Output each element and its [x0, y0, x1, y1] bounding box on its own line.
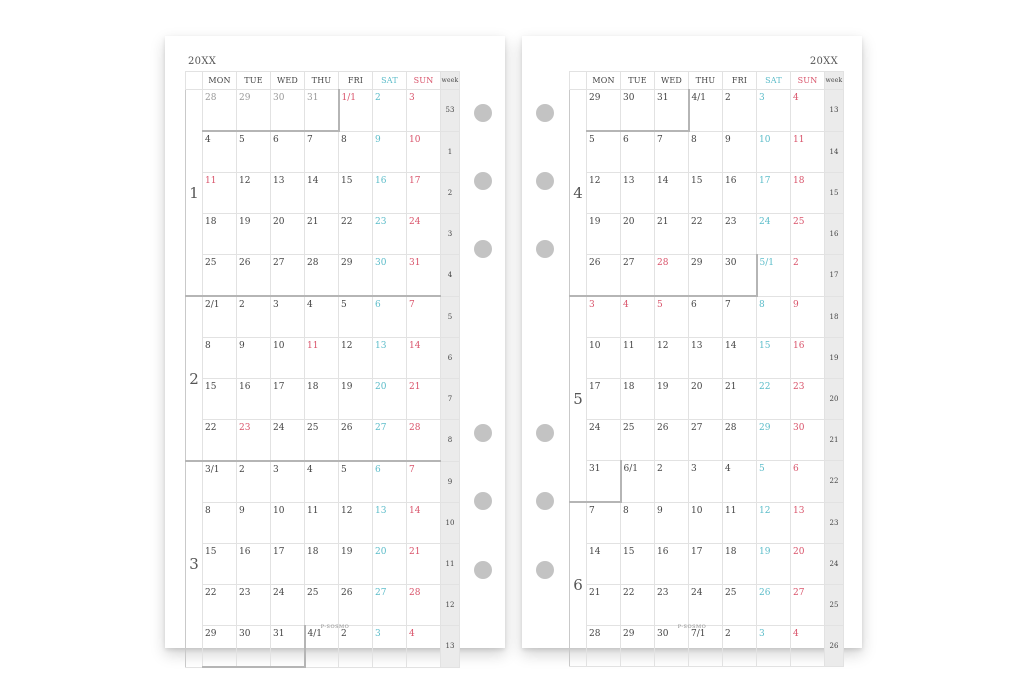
day-cell[interactable]: 11	[305, 503, 339, 544]
day-cell[interactable]: 7/1	[689, 626, 723, 667]
week-row	[570, 255, 844, 297]
day-cell[interactable]: 12	[339, 338, 373, 379]
day-cell[interactable]: 30	[271, 90, 305, 132]
day-cell[interactable]: 28	[203, 90, 237, 132]
day-cell[interactable]: 9	[791, 296, 825, 338]
week-row	[570, 461, 844, 503]
week-row	[186, 585, 460, 626]
day-cell[interactable]: 29	[339, 255, 373, 297]
day-cell[interactable]: 11	[203, 173, 237, 214]
day-cell[interactable]: 29	[237, 90, 271, 132]
day-cell[interactable]: 26	[655, 420, 689, 461]
day-cell[interactable]: 7	[723, 296, 757, 338]
day-cell[interactable]: 30	[723, 255, 757, 297]
day-cell[interactable]: 26	[237, 255, 271, 297]
binder-hole	[474, 561, 492, 579]
month-label: 3	[186, 461, 203, 667]
week-number: 10	[441, 503, 460, 544]
day-cell[interactable]: 7	[305, 131, 339, 173]
week-row	[186, 544, 460, 585]
day-cell[interactable]: 6	[791, 461, 825, 503]
day-header-mon: MON	[587, 72, 621, 90]
day-cell[interactable]: 24	[271, 420, 305, 462]
week-number: 11	[441, 544, 460, 585]
day-cell[interactable]: 25	[305, 420, 339, 462]
day-cell[interactable]: 11	[723, 502, 757, 544]
day-cell[interactable]: 29	[203, 626, 237, 668]
day-cell[interactable]: 31	[655, 90, 689, 132]
day-cell[interactable]: 20	[689, 379, 723, 420]
day-cell[interactable]: 4	[407, 626, 441, 668]
week-row	[570, 173, 844, 214]
calendar-grid-jan-mar	[185, 71, 460, 668]
day-cell[interactable]: 30	[373, 255, 407, 297]
day-cell[interactable]: 30	[237, 626, 271, 668]
day-cell[interactable]: 2	[723, 626, 757, 667]
day-cell[interactable]: 2/1	[203, 296, 237, 338]
day-cell[interactable]: 6	[373, 461, 407, 503]
day-cell[interactable]: 4	[203, 131, 237, 173]
binder-hole	[474, 492, 492, 510]
day-cell[interactable]: 5	[757, 461, 791, 503]
day-cell[interactable]: 21	[655, 214, 689, 255]
day-cell[interactable]: 23	[237, 420, 271, 462]
day-header-thu: THU	[305, 72, 339, 90]
day-header-wed: WED	[271, 72, 305, 90]
week-row	[570, 214, 844, 255]
day-cell[interactable]: 2	[791, 255, 825, 297]
week-number: 21	[825, 420, 844, 461]
day-cell[interactable]: 19	[587, 214, 621, 255]
day-cell[interactable]: 28	[305, 255, 339, 297]
week-number: 14	[825, 131, 844, 173]
week-number: 18	[825, 296, 844, 338]
day-cell[interactable]: 17	[271, 544, 305, 585]
week-number: 24	[825, 544, 844, 585]
day-cell[interactable]: 12	[339, 503, 373, 544]
day-cell[interactable]: 15	[621, 544, 655, 585]
day-cell[interactable]: 9	[237, 503, 271, 544]
day-cell[interactable]: 4	[791, 90, 825, 132]
day-cell[interactable]: 21	[407, 544, 441, 585]
week-row	[570, 544, 844, 585]
day-header-thu: THU	[689, 72, 723, 90]
day-header-sat: SAT	[373, 72, 407, 90]
day-cell[interactable]: 8	[757, 296, 791, 338]
week-row	[570, 585, 844, 626]
day-cell[interactable]: 23	[723, 214, 757, 255]
day-header-wed: WED	[655, 72, 689, 90]
day-cell[interactable]: 27	[689, 420, 723, 461]
day-cell[interactable]: 3	[407, 90, 441, 132]
day-cell[interactable]: 28	[723, 420, 757, 461]
day-cell[interactable]: 9	[373, 131, 407, 173]
binder-hole	[536, 104, 554, 122]
day-cell[interactable]: 17	[689, 544, 723, 585]
day-cell[interactable]: 3	[757, 626, 791, 667]
month-label: 4	[570, 90, 587, 297]
week-number: 25	[825, 585, 844, 626]
day-cell[interactable]: 5	[237, 131, 271, 173]
day-cell[interactable]: 28	[587, 626, 621, 667]
week-row	[186, 255, 460, 297]
week-row	[186, 296, 460, 338]
month-label: 2	[186, 296, 203, 461]
day-cell[interactable]: 31	[587, 461, 621, 503]
month-label: 1	[186, 90, 203, 297]
day-header-tue: TUE	[237, 72, 271, 90]
day-cell[interactable]: 5	[655, 296, 689, 338]
day-cell[interactable]: 2	[655, 461, 689, 503]
day-cell[interactable]: 5/1	[757, 255, 791, 297]
week-number: 6	[441, 338, 460, 379]
week-header: week	[441, 72, 460, 90]
day-cell[interactable]: 18	[621, 379, 655, 420]
day-cell[interactable]: 8	[203, 338, 237, 379]
day-cell[interactable]: 11	[791, 131, 825, 173]
week-number: 53	[441, 90, 460, 132]
day-cell[interactable]: 18	[723, 544, 757, 585]
day-cell[interactable]: 23	[373, 214, 407, 255]
day-cell[interactable]: 25	[791, 214, 825, 255]
day-cell[interactable]: 22	[203, 420, 237, 462]
footer-brand: P-SOSMO	[320, 624, 350, 630]
day-cell[interactable]: 8	[621, 502, 655, 544]
day-cell[interactable]: 8	[689, 131, 723, 173]
day-cell[interactable]: 6/1	[621, 461, 655, 503]
week-number: 8	[441, 420, 460, 462]
day-cell[interactable]: 17	[757, 173, 791, 214]
day-cell[interactable]: 12	[237, 173, 271, 214]
day-cell[interactable]: 2	[237, 461, 271, 503]
day-cell[interactable]: 6	[271, 131, 305, 173]
day-cell[interactable]: 10	[407, 131, 441, 173]
week-number: 4	[441, 255, 460, 297]
day-cell[interactable]: 22	[621, 585, 655, 626]
day-cell[interactable]: 27	[373, 585, 407, 626]
week-number: 13	[825, 90, 844, 132]
day-cell[interactable]: 29	[757, 420, 791, 461]
day-cell[interactable]: 13	[373, 338, 407, 379]
binder-hole	[536, 240, 554, 258]
day-cell[interactable]: 5	[587, 131, 621, 173]
day-cell[interactable]: 21	[407, 379, 441, 420]
week-row	[570, 90, 844, 132]
day-cell[interactable]: 29	[621, 626, 655, 667]
day-cell[interactable]: 24	[689, 585, 723, 626]
day-cell[interactable]: 22	[339, 214, 373, 255]
day-cell[interactable]: 31	[305, 90, 339, 132]
day-cell[interactable]: 31	[271, 626, 305, 668]
day-cell[interactable]: 8	[203, 503, 237, 544]
day-cell[interactable]: 18	[203, 214, 237, 255]
day-cell[interactable]: 19	[237, 214, 271, 255]
day-cell[interactable]: 24	[407, 214, 441, 255]
week-row	[570, 379, 844, 420]
week-number: 19	[825, 338, 844, 379]
binder-hole	[474, 172, 492, 190]
day-cell[interactable]: 28	[655, 255, 689, 297]
week-number: 1	[441, 131, 460, 173]
day-cell[interactable]: 11	[305, 338, 339, 379]
week-number: 2	[441, 173, 460, 214]
day-cell[interactable]: 2	[339, 626, 373, 668]
day-cell[interactable]: 29	[587, 90, 621, 132]
week-row	[570, 420, 844, 461]
day-cell[interactable]: 21	[723, 379, 757, 420]
day-cell[interactable]: 16	[655, 544, 689, 585]
day-cell[interactable]: 19	[339, 379, 373, 420]
day-cell[interactable]: 22	[689, 214, 723, 255]
week-row	[570, 626, 844, 667]
day-cell[interactable]: 14	[655, 173, 689, 214]
day-cell[interactable]: 30	[791, 420, 825, 461]
day-cell[interactable]: 24	[757, 214, 791, 255]
day-header-sun: SUN	[791, 72, 825, 90]
day-cell[interactable]: 20	[271, 214, 305, 255]
day-cell[interactable]: 3	[271, 296, 305, 338]
week-row	[186, 379, 460, 420]
day-cell[interactable]: 17	[587, 379, 621, 420]
day-cell[interactable]: 25	[305, 585, 339, 626]
month-label: 6	[570, 502, 587, 667]
week-row	[570, 502, 844, 544]
day-cell[interactable]: 25	[723, 585, 757, 626]
year-label: 20XX	[809, 56, 838, 67]
day-cell[interactable]: 15	[203, 544, 237, 585]
day-cell[interactable]: 20	[791, 544, 825, 585]
week-number: 3	[441, 214, 460, 255]
day-cell[interactable]: 16	[237, 379, 271, 420]
day-cell[interactable]: 15	[757, 338, 791, 379]
day-cell[interactable]: 7	[587, 502, 621, 544]
day-cell[interactable]: 30	[621, 90, 655, 132]
week-row	[186, 173, 460, 214]
day-cell[interactable]: 18	[305, 544, 339, 585]
week-row	[186, 626, 460, 668]
week-row	[186, 214, 460, 255]
day-header-sat: SAT	[757, 72, 791, 90]
day-cell[interactable]: 13	[791, 502, 825, 544]
binder-hole	[536, 424, 554, 442]
day-cell[interactable]: 3	[587, 296, 621, 338]
day-cell[interactable]: 5	[339, 461, 373, 503]
day-cell[interactable]: 23	[237, 585, 271, 626]
week-number: 7	[441, 379, 460, 420]
day-cell[interactable]: 14	[587, 544, 621, 585]
week-row	[186, 131, 460, 173]
binder-hole	[536, 561, 554, 579]
day-cell[interactable]: 27	[271, 255, 305, 297]
day-cell[interactable]: 14	[723, 338, 757, 379]
week-number: 26	[825, 626, 844, 667]
day-cell[interactable]: 2	[723, 90, 757, 132]
planner-page-left	[165, 36, 505, 651]
day-cell[interactable]: 12	[757, 502, 791, 544]
day-cell[interactable]: 26	[339, 585, 373, 626]
day-cell[interactable]: 20	[373, 379, 407, 420]
day-cell[interactable]: 31	[407, 255, 441, 297]
day-cell[interactable]: 3	[757, 90, 791, 132]
day-cell[interactable]: 13	[271, 173, 305, 214]
day-header-fri: FRI	[339, 72, 373, 90]
day-cell[interactable]: 10	[689, 502, 723, 544]
week-number: 16	[825, 214, 844, 255]
day-cell[interactable]: 19	[339, 544, 373, 585]
day-cell[interactable]: 4	[723, 461, 757, 503]
day-cell[interactable]: 28	[407, 585, 441, 626]
week-number: 17	[825, 255, 844, 297]
footer-brand: P-SOSMO	[677, 624, 707, 630]
day-header-tue: TUE	[621, 72, 655, 90]
week-number: 9	[441, 461, 460, 503]
binder-hole	[474, 240, 492, 258]
day-cell[interactable]: 26	[757, 585, 791, 626]
week-row	[186, 503, 460, 544]
week-number: 5	[441, 296, 460, 338]
day-cell[interactable]: 10	[757, 131, 791, 173]
header-corner	[186, 72, 203, 90]
day-cell[interactable]: 4	[621, 296, 655, 338]
day-cell[interactable]: 6	[621, 131, 655, 173]
day-cell[interactable]: 4	[305, 461, 339, 503]
day-cell[interactable]: 3	[689, 461, 723, 503]
day-cell[interactable]: 15	[339, 173, 373, 214]
week-row	[186, 461, 460, 503]
binder-hole	[474, 104, 492, 122]
day-cell[interactable]: 18	[305, 379, 339, 420]
week-row	[186, 420, 460, 462]
day-cell[interactable]: 7	[655, 131, 689, 173]
day-cell[interactable]: 10	[587, 338, 621, 379]
calendar-grid-apr-jun	[569, 71, 844, 667]
day-cell[interactable]: 10	[271, 338, 305, 379]
week-row	[186, 338, 460, 379]
day-cell[interactable]: 4	[305, 296, 339, 338]
day-cell[interactable]: 28	[407, 420, 441, 462]
day-cell[interactable]: 7	[407, 461, 441, 503]
day-cell[interactable]: 21	[305, 214, 339, 255]
day-cell[interactable]: 17	[407, 173, 441, 214]
day-cell[interactable]: 14	[407, 503, 441, 544]
day-cell[interactable]: 27	[621, 255, 655, 297]
day-cell[interactable]: 12	[587, 173, 621, 214]
day-cell[interactable]: 29	[689, 255, 723, 297]
day-cell[interactable]: 23	[655, 585, 689, 626]
day-cell[interactable]: 3	[271, 461, 305, 503]
day-cell[interactable]: 3	[373, 626, 407, 668]
day-cell[interactable]: 16	[237, 544, 271, 585]
day-cell[interactable]: 20	[621, 214, 655, 255]
day-cell[interactable]: 16	[373, 173, 407, 214]
day-cell[interactable]: 13	[689, 338, 723, 379]
day-cell[interactable]: 13	[373, 503, 407, 544]
planner-page-right	[522, 36, 862, 648]
day-cell[interactable]: 27	[373, 420, 407, 462]
day-cell[interactable]: 16	[791, 338, 825, 379]
day-header-sun: SUN	[407, 72, 441, 90]
week-row	[186, 90, 460, 132]
day-cell[interactable]: 2	[237, 296, 271, 338]
day-cell[interactable]: 15	[689, 173, 723, 214]
day-cell[interactable]: 24	[587, 420, 621, 461]
week-row	[570, 131, 844, 173]
day-cell[interactable]: 14	[305, 173, 339, 214]
binder-hole	[536, 492, 554, 510]
day-cell[interactable]: 11	[621, 338, 655, 379]
week-row	[570, 296, 844, 338]
day-cell[interactable]: 8	[339, 131, 373, 173]
header-corner	[570, 72, 587, 90]
day-cell[interactable]: 4/1	[305, 626, 339, 668]
day-cell[interactable]: 21	[587, 585, 621, 626]
month-label: 5	[570, 296, 587, 502]
day-cell[interactable]: 1/1	[339, 90, 373, 132]
day-cell[interactable]: 9	[237, 338, 271, 379]
day-cell[interactable]: 25	[203, 255, 237, 297]
day-cell[interactable]: 22	[757, 379, 791, 420]
day-cell[interactable]: 14	[407, 338, 441, 379]
day-header-fri: FRI	[723, 72, 757, 90]
day-cell[interactable]: 23	[791, 379, 825, 420]
week-number: 20	[825, 379, 844, 420]
day-cell[interactable]: 5	[339, 296, 373, 338]
day-cell[interactable]: 19	[757, 544, 791, 585]
day-cell[interactable]: 6	[373, 296, 407, 338]
week-number: 12	[441, 585, 460, 626]
day-cell[interactable]: 25	[621, 420, 655, 461]
binder-hole	[474, 424, 492, 442]
day-cell[interactable]: 16	[723, 173, 757, 214]
day-cell[interactable]: 15	[203, 379, 237, 420]
day-cell[interactable]: 19	[655, 379, 689, 420]
day-cell[interactable]: 27	[791, 585, 825, 626]
day-cell[interactable]: 13	[621, 173, 655, 214]
day-cell[interactable]: 7	[407, 296, 441, 338]
day-cell[interactable]: 20	[373, 544, 407, 585]
day-header-mon: MON	[203, 72, 237, 90]
day-cell[interactable]: 12	[655, 338, 689, 379]
day-cell[interactable]: 26	[339, 420, 373, 462]
year-label: 20XX	[188, 56, 217, 67]
day-cell[interactable]: 4/1	[689, 90, 723, 132]
day-cell[interactable]: 26	[587, 255, 621, 297]
day-cell[interactable]: 30	[655, 626, 689, 667]
day-cell[interactable]: 6	[689, 296, 723, 338]
week-row	[570, 338, 844, 379]
week-number: 13	[441, 626, 460, 668]
week-number: 15	[825, 173, 844, 214]
day-cell[interactable]: 4	[791, 626, 825, 667]
week-number: 22	[825, 461, 844, 503]
day-cell[interactable]: 22	[203, 585, 237, 626]
week-header: week	[825, 72, 844, 90]
week-number: 23	[825, 502, 844, 544]
day-cell[interactable]: 24	[271, 585, 305, 626]
day-cell[interactable]: 17	[271, 379, 305, 420]
day-cell[interactable]: 10	[271, 503, 305, 544]
day-cell[interactable]: 9	[723, 131, 757, 173]
day-cell[interactable]: 3/1	[203, 461, 237, 503]
day-cell[interactable]: 9	[655, 502, 689, 544]
day-cell[interactable]: 2	[373, 90, 407, 132]
binder-hole	[536, 172, 554, 190]
day-cell[interactable]: 18	[791, 173, 825, 214]
